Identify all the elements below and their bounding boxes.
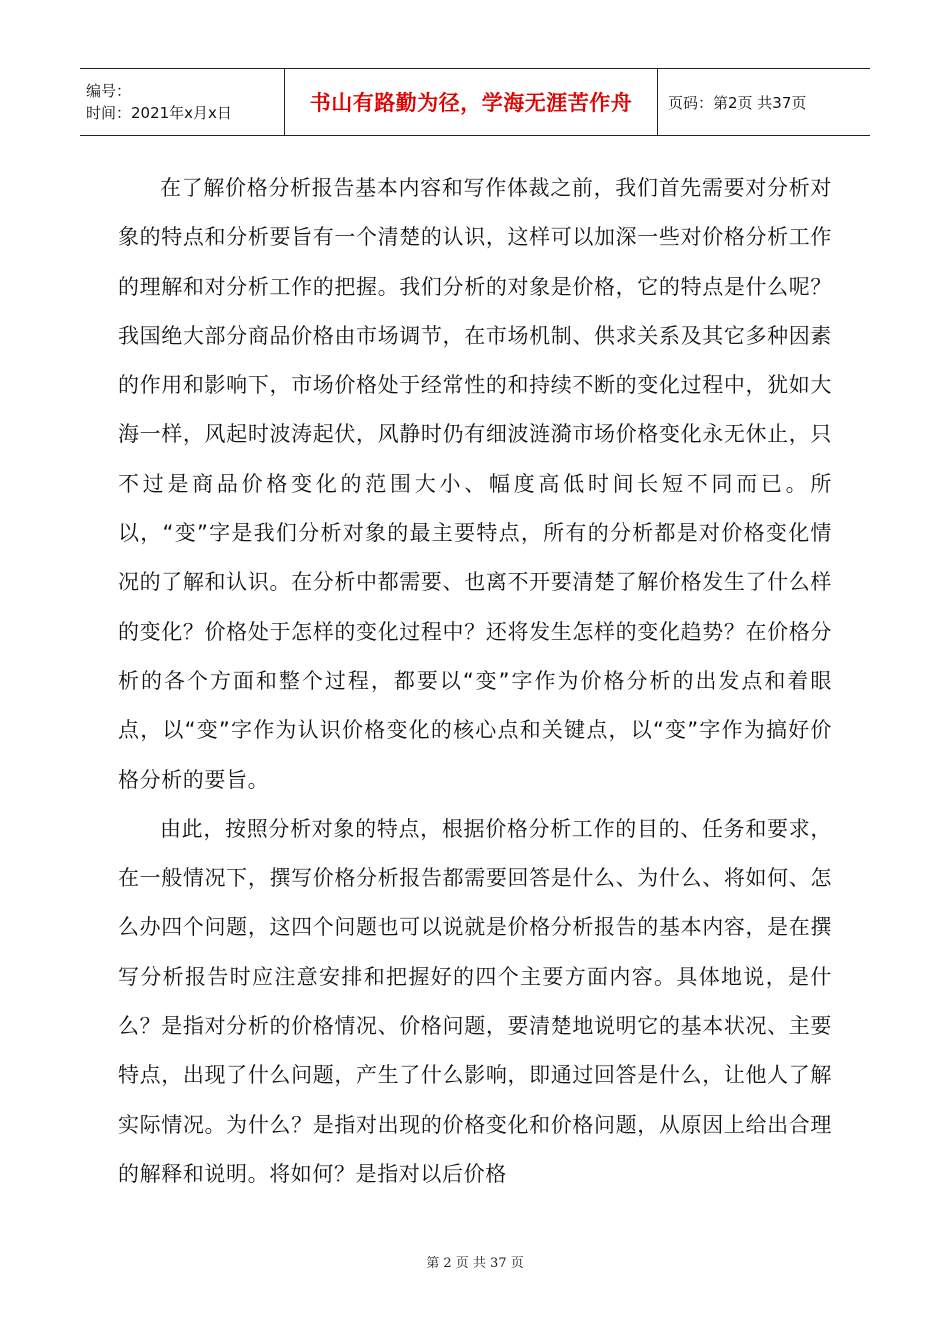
header-motto: 书山有路勤为径，学海无涯苦作舟 (309, 91, 633, 115)
document-body (118, 164, 832, 1199)
header-page-number: 页码：第2页 共37页 (668, 93, 807, 112)
document-date: 时间：2021年x月x日 (86, 104, 232, 122)
footer-page-number: 第 2 页 共 37 页 (426, 1256, 524, 1271)
header-meta (80, 69, 285, 135)
document-number-label: 编号： (86, 82, 132, 100)
document-header (80, 68, 870, 136)
header-motto-cell (285, 69, 658, 135)
body-paragraph: 由此，按照分析对象的特点，根据价格分析工作的目的、任务和要求，在一般情况下，撰写价格分析报告都需要回答是什么、为什么、将如何、怎么办四个问题，这四个问题也可以说就是价格分析报告的基本内容，是在撰写分析报告时应注意安排和把握好的四个主要方面内容。具体地说，是什么？是指对分析的价格情况、价格问题，要清楚地说明它的基本状况、主要特点，出现了什么问题，产生了什么影响，即通过回答是什么，让他人了解实际情况。为什么？是指对出现的价格变化和价格问题，从原因上给出合理的解释和说明。将如何？是指对以后价格 (118, 816, 832, 1186)
page-footer (0, 1252, 950, 1271)
header-page-cell (658, 69, 870, 135)
body-paragraph: 在了解价格分析报告基本内容和写作体裁之前，我们首先需要对分析对象的特点和分析要旨有一个清楚的认识，这样可以加深一些对价格分析工作的理解和对分析工作的把握。我们分析的对象是价格，它的特点是什么呢？我国绝大部分商品价格由市场调节，在市场机制、供求关系及其它多种因素的作用和影响下，市场价格处于经常性的和持续不断的变化过程中，犹如大海一样，风起时波涛起伏，风静时仍有细波涟漪市场价格变化永无休止，只不过是商品价格变化的范围大小、幅度高低时间长短不同而已。所以，“变”字是我们分析对象的最主要特点，所有的分析都是对价格变化情况的了解和认识。在分析中都需要、也离不开要清楚了解价格发生了什么样的变化？价格处于怎样的变化过程中？还将发生怎样的变化趋势？在价格分析的各个方面和整个过程，都要以“变”字作为价格分析的出发点和着眼点，以“变”字作为认识价格变化的核心点和关键点，以“变”字作为搞好价格分析的要旨。 (118, 176, 832, 792)
